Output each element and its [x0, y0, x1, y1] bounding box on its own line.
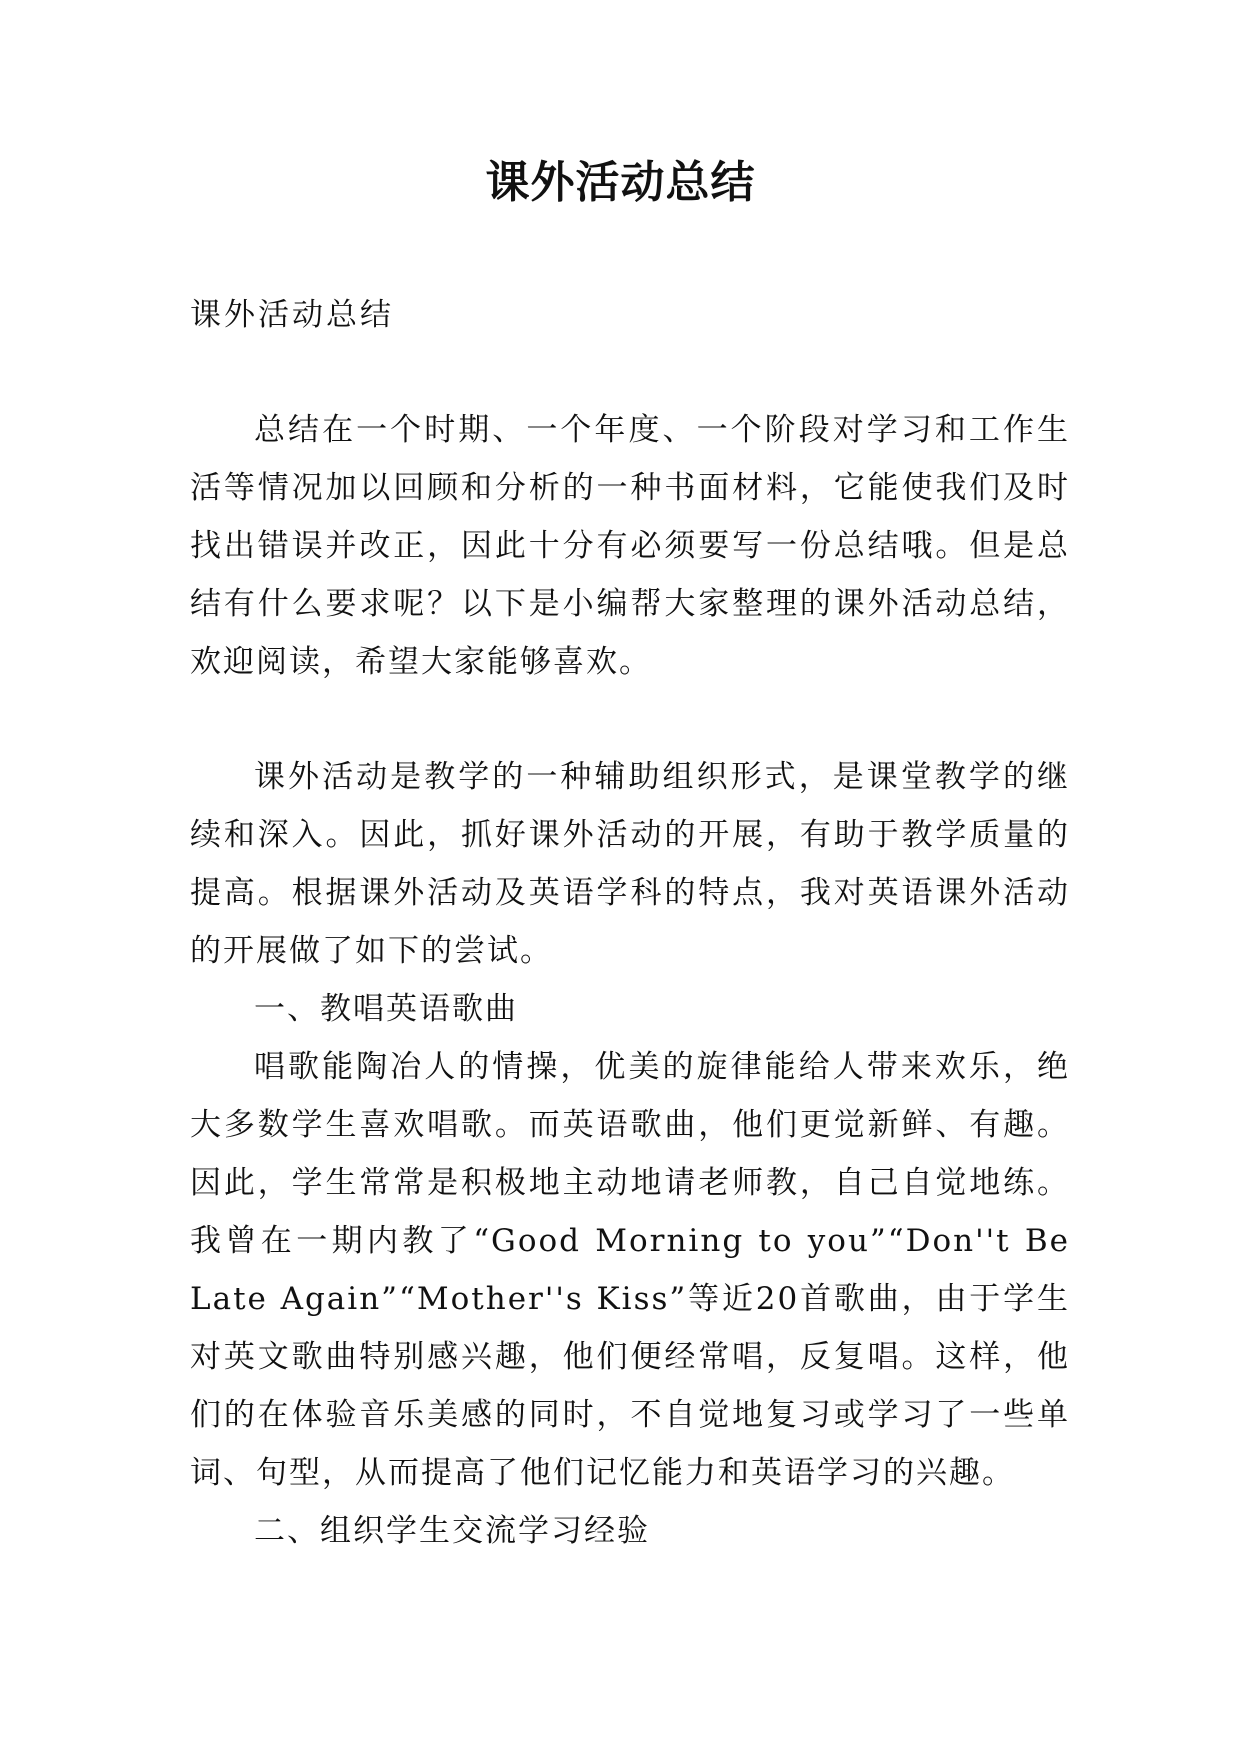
section-heading-2: 二、组织学生交流学习经验 — [254, 1513, 650, 1549]
body-paragraph-1: 课外活动是教学的一种辅助组织形式，是课堂教学的继续和深入。因此，抓好课外活动的开展，有助于教学质量的提高。根据课外活动及英语学科的特点，我对英语课外活动的开展做了如下的尝试。 — [190, 759, 1070, 969]
intro-section — [190, 401, 1070, 691]
document-subtitle: 课外活动总结 — [190, 297, 394, 333]
section-heading-1: 一、教唱英语歌曲 — [254, 991, 518, 1027]
document-title: 课外活动总结 — [485, 157, 756, 208]
intro-paragraph: 总结在一个时期、一个年度、一个阶段对学习和工作生活等情况加以回顾和分析的一种书面材料，它能使我们及时找出错误并改正，因此十分有必须要写一份总结哦。但是总结有什么要求呢？以下是小编帮大家整理的课外活动总结，欢迎阅读，希望大家能够喜欢。 — [190, 412, 1070, 680]
body-paragraph-2: 唱歌能陶冶人的情操，优美的旋律能给人带来欢乐，绝大多数学生喜欢唱歌。而英语歌曲，他们更觉新鲜、有趣。因此，学生常常是积极地主动地请老师教，自己自觉地练。我曾在一期内教了“Good Morning to you”“Don''t Be Late Again”“Mother''s Kiss”等近20首歌曲，由于学生对英文歌曲特别感兴趣，他们便经常唱，反复唱。这样，他们的在体验音乐美感的同时，不自觉地复习或学习了一些单词、句型，从而提高了他们记忆能力和英语学习的兴趣。 — [190, 1049, 1070, 1491]
main-section — [190, 748, 1070, 1560]
